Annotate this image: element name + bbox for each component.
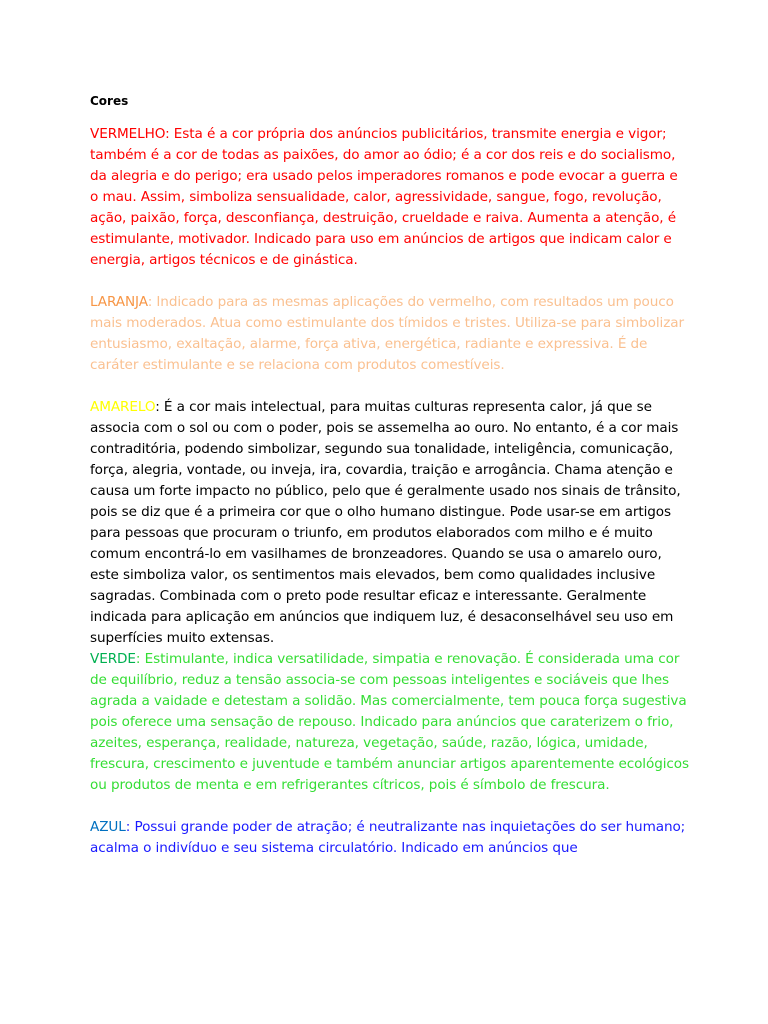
section-text: : Indicado para as mesmas aplicações do vermelho, com resultados um pouco mais moderados. Atua como estimulante dos tímidos e tristes. Utiliza-se para simbolizar entusiasmo, exaltação, alarme, força ativa, energética, radiante e expressiva. É de caráter estimulante e se relaciona com produtos comestíveis. bbox=[90, 294, 684, 373]
section-verde bbox=[90, 649, 690, 796]
section-laranja bbox=[90, 292, 690, 376]
section-label: AMARELO bbox=[90, 399, 156, 415]
section-label: AZUL bbox=[90, 819, 126, 835]
section-label: LARANJA bbox=[90, 294, 148, 310]
document-page bbox=[90, 92, 690, 859]
section-text: : Possui grande poder de atração; é neutralizante nas inquietações do ser humano; acalma o indivíduo e seu sistema circulatório. Indicado em anúncios que bbox=[90, 819, 686, 856]
section-vermelho bbox=[90, 124, 690, 271]
document-title: Cores bbox=[90, 94, 129, 108]
section-azul bbox=[90, 817, 690, 859]
section-label: VERDE bbox=[90, 651, 136, 667]
section-text: : Esta é a cor própria dos anúncios publicitários, transmite energia e vigor; também é a cor de todas as paixões, do amor ao ódio; é a cor dos reis e do socialismo, da alegria e do perigo; era usado pelos imperadores romanos e pode evocar a guerra e o mau. Assim, simboliza sensualidade, calor, agressividade, sangue, fogo, revolução, ação, paixão, força, desconfiança, destruição, crueldade e raiva. Aumenta a atenção, é estimulante, motivador. Indicado para uso em anúncios de artigos que indicam calor e energia, artigos técnicos e de ginástica. bbox=[90, 126, 678, 268]
section-amarelo bbox=[90, 397, 690, 649]
section-text: : É a cor mais intelectual, para muitas culturas representa calor, já que se associa com o sol ou com o poder, pois se assemelha ao ouro. No entanto, é a cor mais contraditória, podendo simbolizar, segundo sua tonalidade, inteligência, comunicação, força, alegria, vontade, ou inveja, ira, covardia, traição e arrogância. Chama atenção e causa um forte impacto no público, pelo que é geralmente usado nos sinais de trânsito, pois se diz que é a primeira cor que o olho humano distingue. Pode usar-se em artigos para pessoas que procuram o triunfo, em produtos elaborados com milho e é muito comum encontrá-lo em vasilhames de bronzeadores. Quando se usa o amarelo ouro, este simboliza valor, os sentimentos mais elevados, bem como qualidades inclusive sagradas. Combinada com o preto pode resultar eficaz e interessante. Geralmente indicada para aplicação em anúncios que indiquem luz, é desaconselhável seu uso em superfícies muito extensas. bbox=[90, 399, 681, 646]
section-text: : Estimulante, indica versatilidade, simpatia e renovação. É considerada uma cor de equilíbrio, reduz a tensão associa-se com pessoas inteligentes e sociáveis que lhes agrada a vaidade e detestam a solidão. Mas comercialmente, tem pouca força sugestiva pois oferece uma sensação de repouso. Indicado para anúncios que caraterizem o frio, azeites, esperança, realidade, natureza, vegetação, saúde, razão, lógica, umidade, frescura, crescimento e juventude e também anunciar artigos aparentemente ecológicos ou produtos de menta e em refrigerantes cítricos, pois é símbolo de frescura. bbox=[90, 651, 689, 793]
section-label: VERMELHO bbox=[90, 126, 166, 142]
